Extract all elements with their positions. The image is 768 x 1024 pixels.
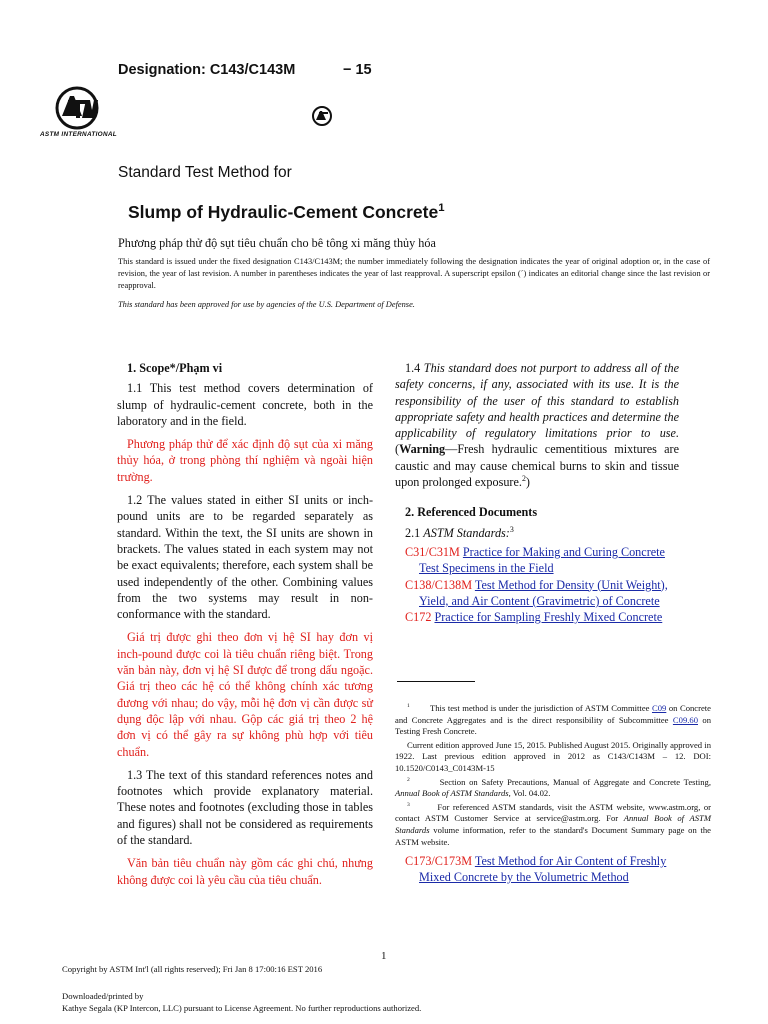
downloaded-line: Downloaded/printed by — [62, 991, 144, 1001]
footnote-3-num: 3 — [407, 801, 410, 808]
para-1-1-vn: Phương pháp thử để xác định độ sụt của xi măng thủy hóa, ở trong phòng thí nghiệm và ngoài hiện trường. — [117, 437, 373, 484]
reference-item[interactable] — [405, 544, 679, 577]
logo-caption: ASTM INTERNATIONAL — [40, 131, 117, 138]
reference-link[interactable]: Test Method for Air Content of Freshly Mixed Concrete by the Volumetric Method — [419, 854, 667, 885]
para-1-1: 1.1 This test method covers determination of slump of hydraulic-cement concrete, both in the laboratory and in the field. — [117, 381, 373, 428]
warning-label: Warning — [399, 442, 446, 457]
license-line: Kathye Segala (KP Intercon, LLC) pursuant to License Agreement. No further reproductions authorized. — [62, 1003, 422, 1013]
para-1-4-rest: —Fresh hydraulic cementitious mixtures are caustic and may cause chemical burns to skin and tissue upon prolonged exposure. — [395, 442, 679, 490]
footnote-divider — [397, 681, 475, 682]
left-column — [117, 360, 373, 888]
scope-heading: 1. Scope*/Phạm vi — [127, 361, 223, 375]
issuance-note: This standard is issued under the fixed designation C143/C143M; the number immediately following the designation indicates the year of original adoption or, in the case of revision, the year of last revision. A number in parentheses indicates the year of last reapproval. A superscript epsilon (´) indicates an editorial change since the last revision or reapproval. — [118, 257, 710, 290]
para-1-2-vn: Giá trị được ghi theo đơn vị hệ SI hay đơn vị inch-pound được coi là tiêu chuẩn riêng biệt. Trong văn bản này, đơn vị hệ SI được để trong dấu ngoặc. Giá trị theo các hệ có thể không chính xác tương đương với nhau; do vậy, mỗi hệ đơn vị cần được sử dụng độc lập với nhau. Gộp các giá trị theo 2 hệ đơn vị có thể gây ra sự không phù hợp với tiêu chuẩn. — [117, 630, 373, 759]
committee-link[interactable]: C09 — [651, 703, 667, 713]
footnote-2-italic: Annual Book of ASTM Standards — [395, 788, 509, 799]
astm-mark-icon — [311, 105, 333, 127]
reference-item[interactable] — [405, 853, 679, 886]
page-number: 1 — [381, 950, 387, 962]
reference-item[interactable] — [405, 609, 679, 625]
designation: Designation: C143/C143M — [118, 62, 296, 78]
designation-year: − 15 — [343, 62, 372, 78]
footnote-1-a: This test method is under the jurisdiction of ASTM Committee — [430, 703, 650, 713]
footnote-2-b: , Vol. 04.02. — [508, 788, 551, 799]
reference-link[interactable]: Practice for Sampling Freshly Mixed Concrete — [434, 610, 663, 625]
right-column — [395, 360, 679, 625]
footnote-1 — [395, 703, 711, 738]
title-footnote-mark: 1 — [438, 202, 445, 215]
footnotes — [395, 703, 711, 848]
reference-link[interactable]: Practice for Making and Curing Concrete Test Specimens in the Field — [419, 544, 665, 576]
reference-code[interactable]: C138/C138M — [405, 577, 473, 592]
footnote-2-a: Section on Safety Precautions, Manual of Aggregate and Concrete Testing, — [439, 776, 711, 787]
page-title — [128, 202, 445, 223]
footnote-3-a: For referenced ASTM standards, visit the ASTM website, www.astm.org, or contact ASTM Customer Service at service@astm.org. For — [395, 801, 711, 824]
para-1-4-open: ( — [395, 442, 400, 457]
copyright-line: Copyright by ASTM Int'l (all rights reserved); Fri Jan 8 17:00:16 EST 2016 — [62, 964, 323, 974]
reference-link[interactable]: Test Method for Density (Unit Weight), Yield, and Air Content (Gravimetric) of Concrete — [419, 577, 668, 608]
para-1-2: 1.2 The values stated in either SI units or inch-pound units are to be regarded separately as standard. Within the text, the SI units are shown in brackets. The values stated in each system may not be exact equivalents; therefore, each system shall be used independently of the other. Combining values from the two systems may result in non-conformance with the standard. — [117, 493, 373, 622]
footnote-3-italic: Annual Book of ASTM Standards — [395, 813, 711, 835]
para-1-4 — [395, 360, 679, 490]
title-text: Slump of Hydraulic-Cement Concrete — [128, 202, 439, 222]
subtitle-vn: Phương pháp thử độ sụt tiêu chuẩn cho bê tông xi măng thủy hóa — [118, 236, 436, 250]
footnote-1-num: 1 — [407, 703, 410, 710]
astm-standards-num: 2.1 — [405, 525, 421, 540]
para-1-3: 1.3 The text of this standard references notes and footnotes which provide explanatory material. These notes and footnotes (excluding those in tables and figures) shall not be considered as requirements of the standard. — [117, 767, 373, 848]
reference-list — [405, 544, 679, 625]
reference-item[interactable] — [405, 577, 679, 610]
para-1-4-italic: This standard does not purport to address all of the safety concerns, if any, associated with its use. It is the responsibility of the user of this standard to establish appropriate safety and health practices and determine the applicability of regulatory limitations prior to use. — [395, 361, 680, 441]
ref-heading: 2. Referenced Documents — [405, 505, 538, 520]
footnote-2 — [395, 777, 711, 800]
footnote-3 — [395, 802, 711, 848]
para-1-4-sup: 2 — [521, 474, 526, 484]
reference-code[interactable]: C31/C31M — [405, 544, 460, 559]
astm-standards-line — [405, 525, 679, 541]
dod-note: This standard has been approved for use by agencies of the U.S. Department of Defense. — [118, 300, 415, 309]
astm-standards-label: ASTM Standards: — [423, 525, 510, 540]
para-1-3-vn: Văn bản tiêu chuẩn này gồm các ghi chú, nhưng không được coi là yêu cầu của tiêu chuẩn. — [117, 856, 373, 887]
footnote-1-c: on Testing Fresh Concrete. — [395, 714, 711, 737]
subcommittee-link[interactable]: C09.60 — [672, 714, 698, 725]
reference-code[interactable]: C173/C173M — [405, 854, 473, 868]
footnote-3-b: volume information, refer to the standard's Document Summary page on the ASTM website. — [395, 824, 711, 847]
footnote-edition: Current edition approved June 15, 2015. Published August 2015. Originally approved in 1922. Last previous edition approved in 2012 as C143/C143M – 12. DOI: 10.1520/C0143_C0143M-15 — [395, 739, 711, 773]
small-astm-logo — [311, 105, 333, 127]
astm-standards-sup: 3 — [509, 524, 514, 534]
para-1-4-close: ) — [525, 475, 530, 490]
footnote-1-b: on Concrete and Concrete Aggregates and is the direct responsibility of Subcommittee — [395, 703, 711, 725]
reference-code[interactable]: C172 — [405, 610, 432, 625]
para-1-4-num: 1.4 — [405, 361, 421, 375]
title-lead: Standard Test Method for — [118, 164, 292, 181]
footnote-2-num: 2 — [407, 776, 410, 783]
